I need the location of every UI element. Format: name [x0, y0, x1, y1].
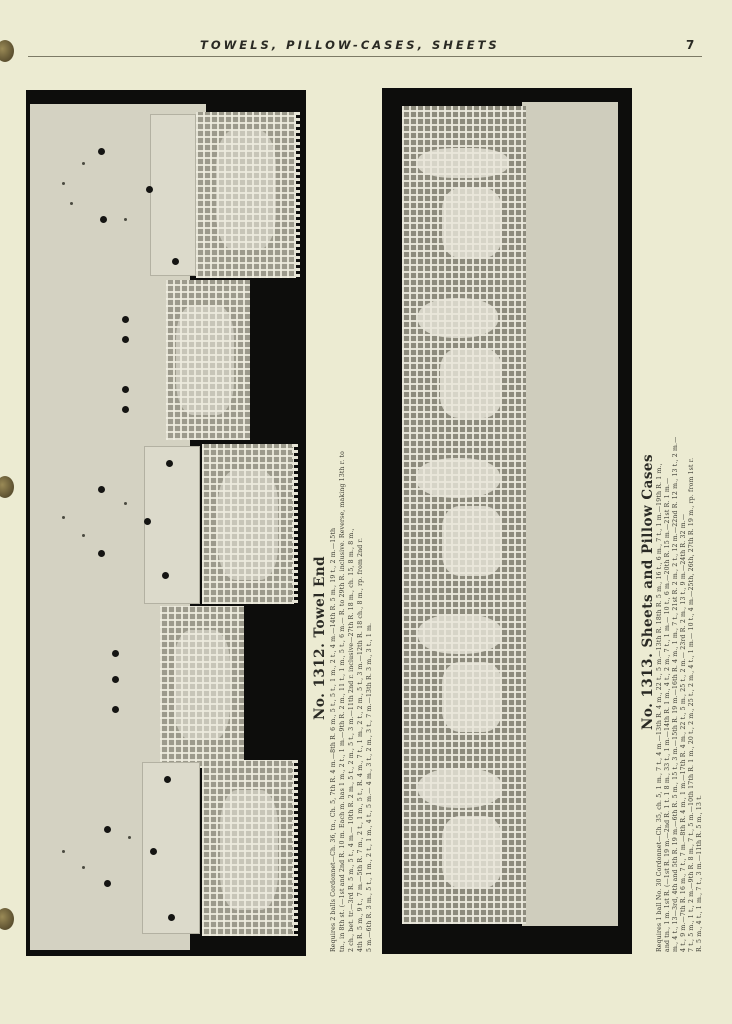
eyelet: [168, 914, 175, 921]
eyelet: [150, 848, 157, 855]
binder-hole: [0, 476, 14, 498]
eyelet: [122, 386, 129, 393]
embroidery-dot: [62, 516, 65, 519]
instruction-line: 2 ch., bet. tr.—3rd R. 5 m., 5 t., 4 m.— 10th R. 2 m., 5 t., 2 m., 5 t., 3 m.—11th 2nd r. inclusive—27th R. 18 m., ch. 15, 8 m., 8 m.,: [348, 528, 355, 952]
page-number: 7: [686, 38, 695, 52]
eyelet: [146, 186, 153, 193]
crochet-edge: [292, 760, 298, 936]
eyelet: [122, 316, 129, 323]
eyelet: [112, 676, 119, 683]
instruction-line: Requires 1 ball No. 30 Cordonnet—Ch. 35, ch. 5, 1 m., 7 t., 4 m.—13th R. 4 m., 22 t., 5 m.—13th R. 18th R. 5 m., 16 t., 6 m., 7 t., 1 m.—19th R. 1 m.,: [656, 463, 663, 952]
lace-ornament: [440, 348, 502, 418]
lace-motif: [176, 305, 234, 415]
embroidery-dot: [82, 866, 85, 869]
article-1312: [308, 90, 382, 956]
instruction-line: tn., in 8th st. (—1st and 2nd R. 10 m. Each m. has 1 m., 2 t., 1 m.—9th R. 2 m., 11 t., 1 m., 5 t., 6 m.— R. to 29th R. inclusive. Reverse, making 13th r. to: [339, 451, 346, 952]
eyelet: [98, 486, 105, 493]
article-title: No. 1313. Sheets and Pillow Cases: [640, 453, 656, 730]
crochet-edge: [294, 112, 300, 278]
towel-end-photo: [26, 90, 306, 956]
eyelet: [98, 148, 105, 155]
lace-ornament: [418, 148, 508, 178]
eyelet: [166, 460, 173, 467]
binder-hole: [0, 40, 14, 62]
instruction-line: m., 4 t., 13—3rd, 4th and 5th R. 19 m.—6th R. 5 m., 15 t., 3 m.—15th R. 19 m.—16th R. 4 m., 1 m., 7 t., 21st R. 2 m., 2 t., 12 m.—22nd R. 12 m., 13 t., 2 m.—: [672, 436, 679, 952]
header-rule: [28, 56, 702, 57]
eyelet: [98, 550, 105, 557]
eyelet: [112, 650, 119, 657]
instruction-line: and tn., 1 m. 1st R. (—1st R. 19 m.—2nd R. 1 t. 1 8 m., 33 t., 1 m.—14th R. 1 m., 4 t., 2 m., 7 t., 1 m.— 10 t., 6 m.—20th R. 15 m.—21st R. 1 m.—: [664, 477, 671, 952]
eyelet: [112, 706, 119, 713]
embroidery-dot: [124, 218, 127, 221]
embroidery-dot: [62, 182, 65, 185]
eyelet: [144, 518, 151, 525]
eyelet: [100, 216, 107, 223]
hem-flap: [150, 114, 196, 276]
article-title: No. 1312. Towel End: [312, 555, 328, 720]
instruction-line: 7 t., 5 m., 1 t., 2 m.—9th R. 8 m., 7 t., 5 m.—10th 17th R. 1 m., 20 t., 2 m., 25 t., 2 m., 4 t., 1 m.— 10 t., 4 m.—25th, 26th, 27th R. 19 m., rp. from 1st r.: [688, 457, 695, 952]
hem-flap: [144, 446, 200, 604]
embroidery-dot: [82, 162, 85, 165]
eyelet: [104, 880, 111, 887]
instruction-line: 5 m.—6th R. 3 m., 5 t., 1 m., 2 t., 1 m., 4 t., 5 m.— 4 m., 3 t., 2 m., 3 t., 7 m.—13th R. 3 m., 3 t., 1 m.: [366, 622, 373, 952]
embroidery-dot: [70, 202, 73, 205]
embroidery-dot: [128, 836, 131, 839]
instruction-line: R. 5 m., 4 t., 1 m., 7 t., 3 m.—11th R. 5 m., 13 t.: [696, 795, 703, 952]
eyelet: [164, 776, 171, 783]
lace-motif: [220, 790, 278, 910]
eyelet: [162, 572, 169, 579]
embroidery-dot: [82, 534, 85, 537]
lace-ornament: [418, 614, 502, 654]
sheet-cloth: [522, 102, 618, 926]
lace-ornament: [442, 506, 502, 576]
lace-ornament: [416, 458, 500, 498]
lace-ornament: [442, 188, 502, 258]
binder-hole: [0, 908, 14, 930]
lace-motif: [218, 470, 278, 580]
embroidery-dot: [62, 850, 65, 853]
lace-ornament: [442, 816, 502, 888]
running-head: TOWELS, PILLOW-CASES, SHEETS: [200, 38, 500, 52]
eyelet: [104, 826, 111, 833]
instruction-line: 4th R. 5 m., 9 t., 7 m.—5th R. 7 m., 2 t., 1 m., 5 t., R. 4 m., 7 t., 1 m., 2 t., 2 m., 5 t., 3 m.—12th R. 18 ch., 8 m., rp. from 2nd r.: [357, 537, 364, 952]
eyelet: [172, 258, 179, 265]
eyelet: [122, 406, 129, 413]
instruction-line: 4 t., 9 m.—7th R. 16 m., 7 t., 7 m.—8th R. 4 m., 1 m.—17th R. 4 m., 22 t., 5 m., 25 t., 2 m.— 23rd R. 2 m., 13 t., 9 m.—24th R. 32 m.—: [680, 513, 687, 952]
lace-motif: [174, 630, 230, 740]
lace-motif: [216, 130, 276, 250]
embroidery-dot: [124, 502, 127, 505]
instruction-line: Requires 2 balls Cordonnet—Ch. 36, tn., Ch. 5, 7th R. 4 m.—8th R. 6 m., 5 t., 5 t., 1 m., 2 t., 4 m.—14th R. 5 m., 19 t., 2 m.—15th: [330, 527, 337, 952]
lace-ornament: [418, 298, 498, 338]
crochet-edge: [292, 444, 298, 604]
eyelet: [122, 336, 129, 343]
sheet-insertion-photo: [382, 88, 632, 954]
lace-ornament: [442, 662, 502, 732]
lace-ornament: [418, 768, 502, 808]
article-1313: [634, 90, 708, 956]
